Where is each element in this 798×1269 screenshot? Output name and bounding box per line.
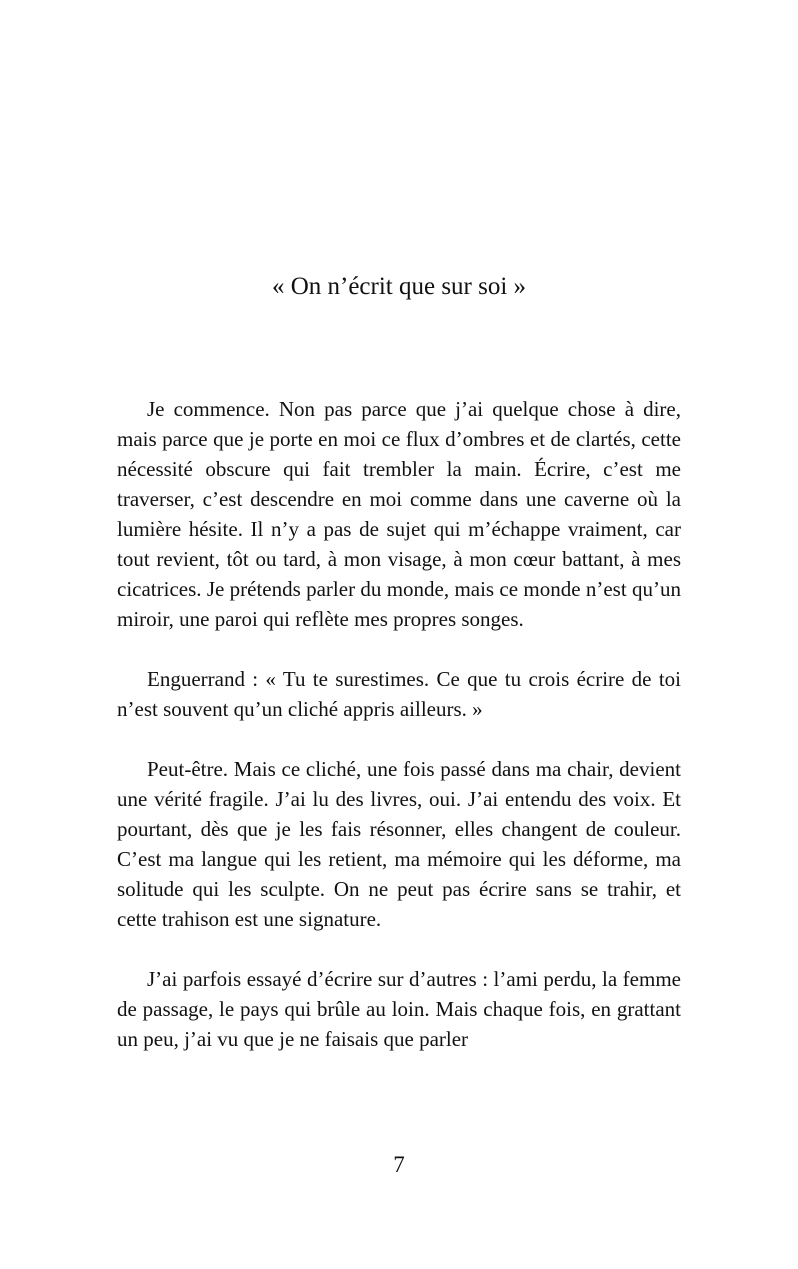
- body-text: [117, 394, 681, 1084]
- chapter-title: « On n’écrit que sur soi »: [271, 273, 527, 300]
- paragraph: Enguerrand : « Tu te surestimes. Ce que tu crois écrire de toi n’est souvent qu’un cliché appris ailleurs. »: [117, 667, 681, 721]
- paragraph: Peut-être. Mais ce cliché, une fois passé dans ma chair, devient une vérité fragile. J’ai lu des livres, oui. J’ai entendu des voix. Et pourtant, dès que je les fais résonner, elles changent de couleur. C’est ma langue qui les retient, ma mémoire qui les déforme, ma solitude qui les sculpte. On ne peut pas écrire sans se trahir, et cette trahison est une signature.: [117, 757, 681, 931]
- paragraph: Je commence. Non pas parce que j’ai quelque chose à dire, mais parce que je porte en moi ce flux d’ombres et de clartés, cette nécessité obscure qui fait trembler la main. Écrire, c’est me traverser, c’est descendre en moi comme dans une caverne où la lumière hésite. Il n’y a pas de sujet qui m’échappe vraiment, car tout revient, tôt ou tard, à mon visage, à mon cœur battant, à mes cicatrices. Je prétends parler du monde, mais ce monde n’est qu’un miroir, une paroi qui reflète mes propres songes.: [117, 397, 681, 631]
- page-number: 7: [393, 1152, 405, 1177]
- paragraph: J’ai parfois essayé d’écrire sur d’autres : l’ami perdu, la femme de passage, le pays qui brûle au loin. Mais chaque fois, en grattant un peu, j’ai vu que je ne faisais que parler: [117, 967, 681, 1051]
